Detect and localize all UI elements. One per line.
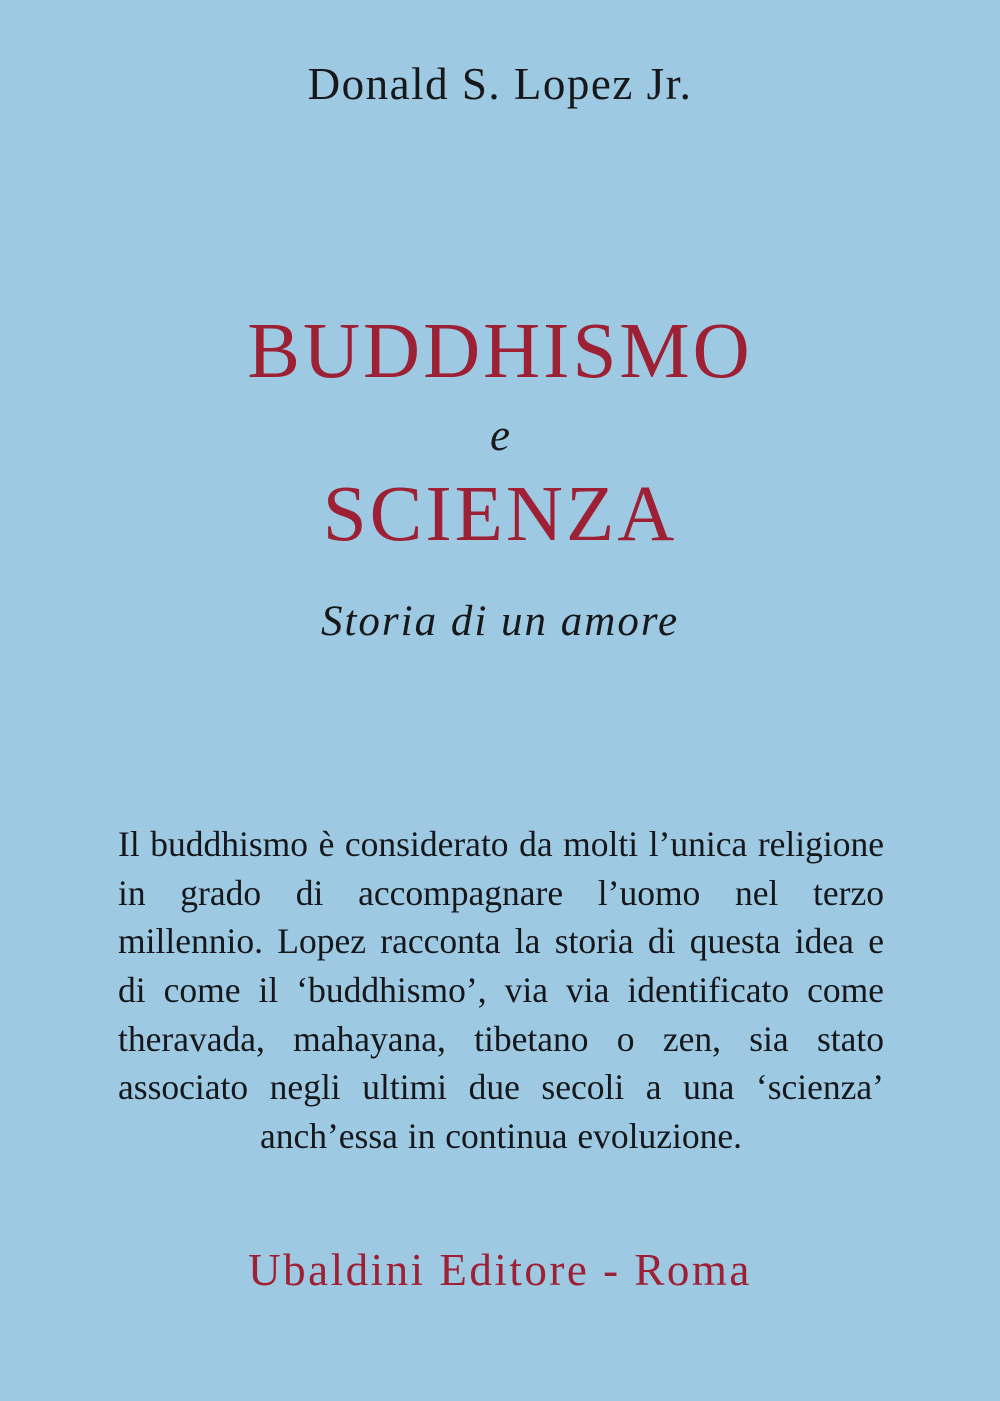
publisher-imprint: Ubaldini Editore - Roma [248,1245,752,1295]
title-block [0,308,1000,646]
title-conjunction: e [490,410,510,460]
back-cover-blurb: Il buddhismo è considerato da molti l’unica religione in grado di accompagnare l’uomo nel terzo millennio. Lopez racconta la storia di questa idea e di come il ‘buddhismo’, via via identificato come theravada, mahayana, tibetano o zen, sia stato associato negli ultimi due secoli a una ‘scienza’ anch’essa in continua evoluzione. [118,824,884,1156]
title-line-primary: BUDDHISMO [247,308,753,395]
title-line-secondary: SCIENZA [322,470,678,558]
author-name: Donald S. Lopez Jr. [307,59,693,109]
subtitle: Storia di un amore [320,597,680,645]
